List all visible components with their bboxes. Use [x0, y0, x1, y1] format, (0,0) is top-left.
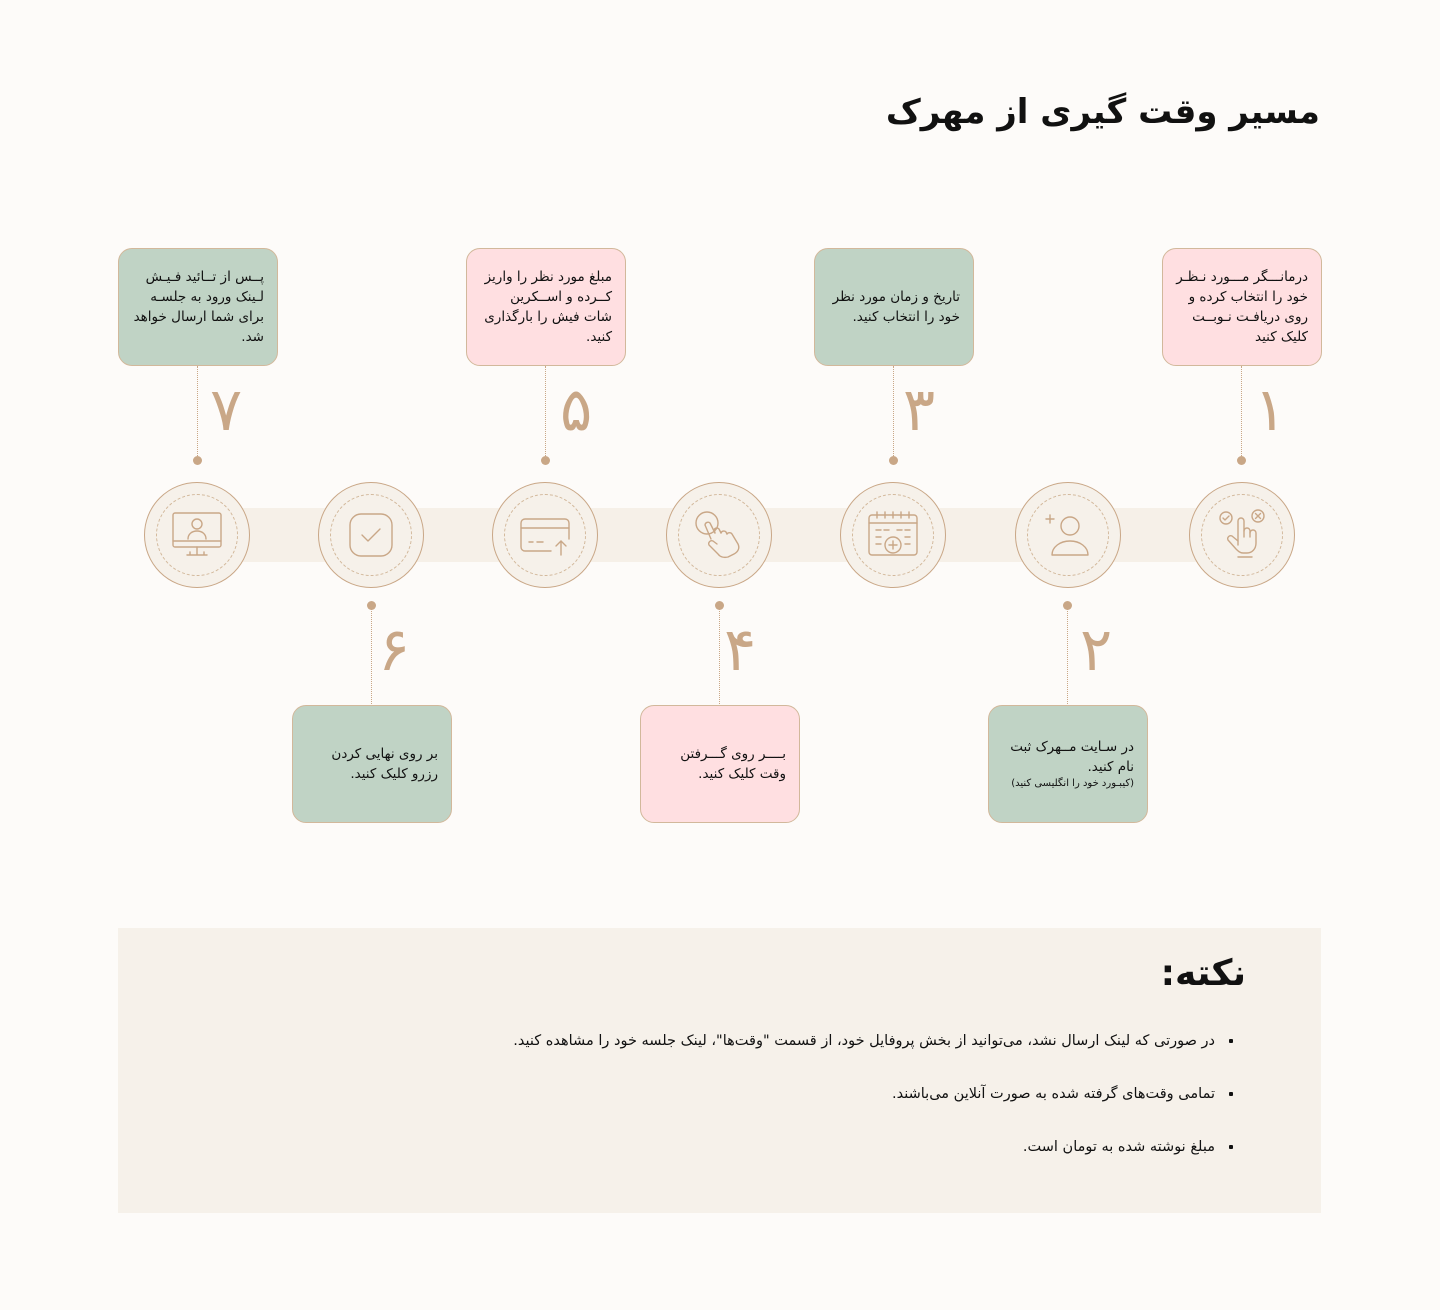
- step-1-dot: [1237, 456, 1246, 465]
- step-7-connector: [197, 366, 198, 458]
- step-2-connector: [1067, 608, 1068, 704]
- note-item: [333, 1086, 1233, 1102]
- step-1-connector: [1241, 366, 1242, 458]
- step-3-circle: [840, 482, 946, 588]
- step-2-text: در سـایت مــهرک ثبت نام کنید.: [1010, 739, 1134, 775]
- step-2-box: [988, 705, 1148, 823]
- add-user-icon: [1042, 509, 1094, 561]
- step-4-number: ۴: [724, 615, 757, 685]
- card-upload-icon: [519, 509, 571, 561]
- step-5-box: [466, 248, 626, 366]
- step-3-text: تاریخ و زمان مورد نظر خود را انتخاب کنید.: [832, 289, 960, 325]
- step-6-circle: [318, 482, 424, 588]
- tap-select-icon: [1216, 509, 1268, 561]
- note-item-text: تمامی وقت‌های گرفته شده به صورت آنلاین می‌باشند.: [892, 1086, 1215, 1102]
- step-2-circle: [1015, 482, 1121, 588]
- note-item: [333, 1139, 1233, 1155]
- page-title: مسیر وقت گیری از مهرک: [885, 92, 1320, 132]
- calendar-add-icon: [867, 509, 919, 561]
- step-5-circle: [492, 482, 598, 588]
- step-3-connector: [893, 366, 894, 458]
- step-2-number: ۲: [1080, 615, 1113, 685]
- note-item-text: در صورتی که لینک ارسال نشد، می‌توانید از بخش پروفایل خود، از قسمت "وقت‌ها"، لینک جلسه خود را مشاهده کنید.: [513, 1033, 1215, 1049]
- step-5-dot: [541, 456, 550, 465]
- bullet: [1229, 1092, 1233, 1096]
- step-7-text: پــس از تــائید فـیـش لـینک ورود به جلسـه برای شما ارسال خواهد شد.: [133, 269, 264, 345]
- step-4-text: بــــر روی گـــرفتن وقت کلیک کنید.: [680, 746, 786, 782]
- step-5-connector: [545, 366, 546, 458]
- step-1-circle: [1189, 482, 1295, 588]
- step-1-box: [1162, 248, 1322, 366]
- step-6-text: بر روی نهایی کردن رزرو کلیک کنید.: [331, 746, 438, 782]
- online-session-icon: [171, 509, 223, 561]
- step-4-connector: [719, 608, 720, 704]
- step-1-text: درمانـــگر مـــورد نـظـر خود را انتخاب کرده و روی دریافـت نـوبــت کلیک کنید: [1176, 269, 1308, 345]
- note-item: [333, 1033, 1233, 1049]
- step-3-dot: [889, 456, 898, 465]
- step-1-number: ۱: [1254, 375, 1287, 445]
- hand-click-icon: [693, 509, 745, 561]
- step-7-number: ۷: [210, 375, 243, 445]
- step-7-dot: [193, 456, 202, 465]
- note-item-text: مبلغ نوشته شده به تومان است.: [1022, 1139, 1215, 1155]
- bullet: [1229, 1145, 1233, 1149]
- step-5-number: ۵: [560, 375, 593, 445]
- step-7-circle: [144, 482, 250, 588]
- step-3-box: [814, 248, 974, 366]
- step-4-circle: [666, 482, 772, 588]
- step-6-connector: [371, 608, 372, 704]
- check-icon: [345, 509, 397, 561]
- step-4-box: [640, 705, 800, 823]
- step-5-text: مبلغ مورد نظر را واریز کــرده و اســکرین شات فیش را بارگذاری کنید.: [484, 269, 612, 345]
- bullet: [1229, 1039, 1233, 1043]
- step-2-note: (کیبـورد خود را انگلیسی کنید): [1011, 778, 1134, 789]
- note-title: نکته:: [1160, 953, 1246, 994]
- step-6-number: ۶: [378, 615, 411, 685]
- step-7-box: [118, 248, 278, 366]
- step-3-number: ۳: [903, 375, 936, 445]
- step-6-box: [292, 705, 452, 823]
- note-panel: [118, 928, 1321, 1213]
